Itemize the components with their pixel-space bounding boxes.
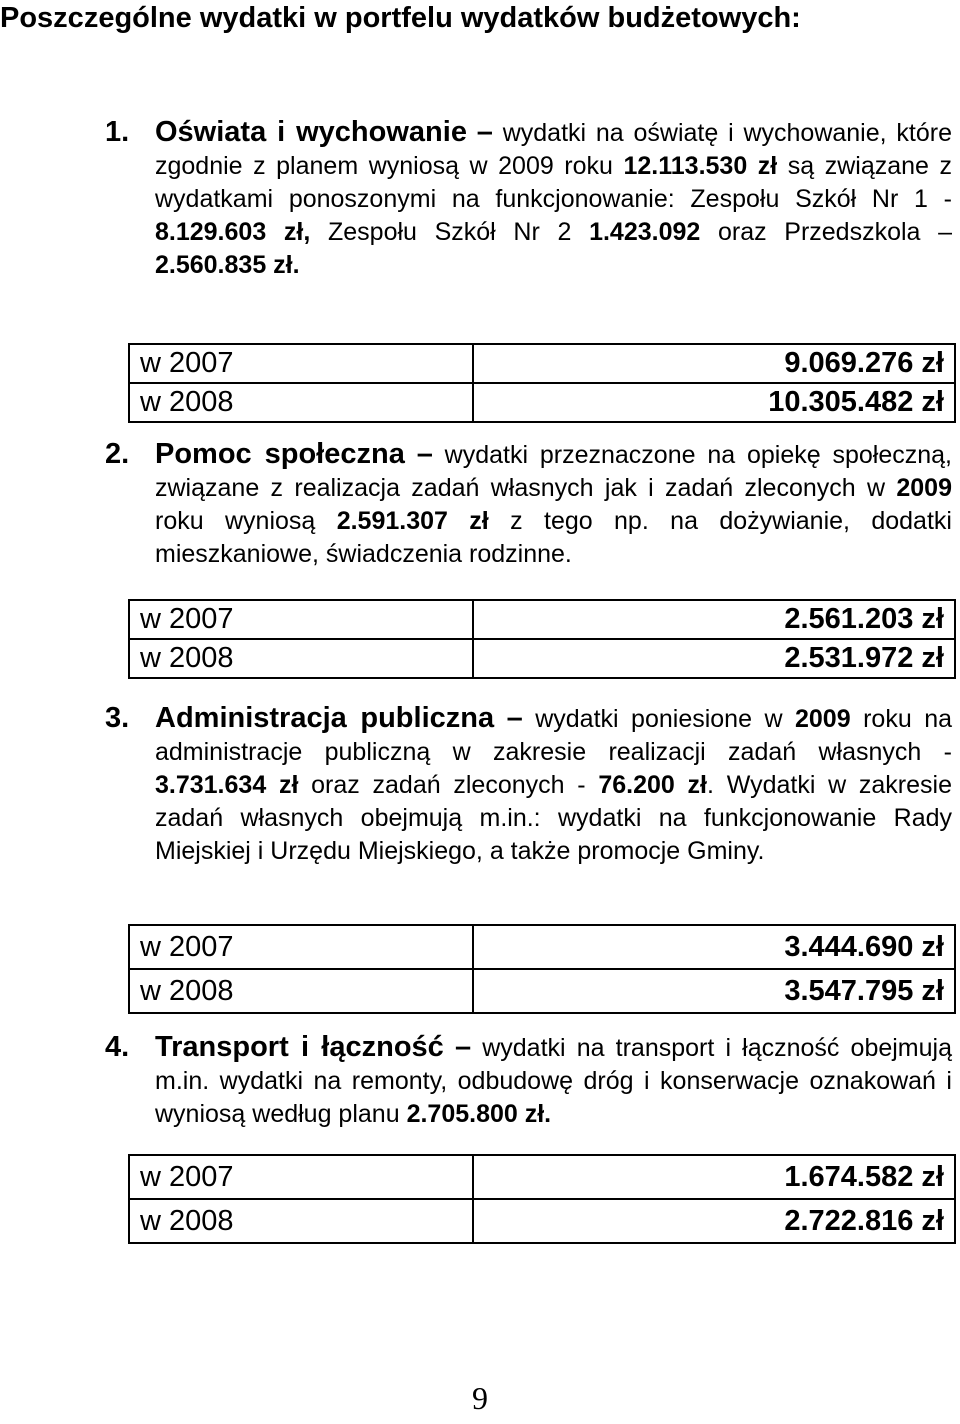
section-heading: Oświata i wychowanie [155,116,467,148]
year-label: w 2007 [129,1155,473,1199]
paragraph-text: wydatki przeznaczone na opiekę społeczną, związane z realizacja zadań własnych jak i zadań zleconych w [155,441,953,502]
table-row [129,1199,955,1243]
page-title: Poszczególne wydatki w portfelu wydatków budżetowych: [0,2,801,34]
paragraph-text: wydatki poniesione w [535,705,783,733]
section-pomoc-spoleczna [0,438,952,571]
table-row [129,925,955,969]
amount-value: 3.444.690 zł [473,925,955,969]
yearly-amounts-table [128,924,956,1014]
amount-highlight: 3.731.634 zł [155,771,299,799]
paragraph-text: z tego np. na dożywianie, dodatki mieszkaniowe, świadczenia rodzinne. [155,507,952,568]
paragraph-text: roku wyniosą [155,507,316,535]
paragraph-text: oraz zadań zleconych - [311,771,586,799]
amount-highlight: 2.560.835 zł. [155,251,300,279]
table-row [129,344,955,383]
table-row [129,1155,955,1199]
year-label: w 2008 [129,969,473,1013]
table-row [129,600,955,639]
section-administracja-publiczna [0,702,952,868]
section-number: 2. [105,438,130,470]
year-label: w 2007 [129,925,473,969]
amount-highlight: 12.113.530 zł [623,152,778,180]
amount-value: 2.531.972 zł [473,639,955,678]
paragraph-text: wydatki na transport i łączność obejmują m.in. wydatki na remonty, odbudowę dróg i konserwacje oznakowań i wyniosą według planu [155,1034,952,1128]
paragraph-text: oraz Przedszkola – [717,218,953,246]
section-heading: Pomoc społeczna [155,438,405,470]
section-paragraph: Transport i łączność – wydatki na transport i łączność obejmują m.in. wydatki na remonty, odbudowę dróg i konserwacje oznakowań i wyniosą według planu 2.705.800 zł. [155,1031,952,1128]
amount-value: 2.722.816 zł [473,1199,955,1243]
amount-highlight: 1.423.092 [589,218,701,246]
section-paragraph: Pomoc społeczna – wydatki przeznaczone na opiekę społeczną, związane z realizacja zadań własnych jak i zadań zleconych w 2009 roku wyniosą 2.591.307 zł z tego np. na dożywianie, dodatki mieszkaniowe, świadczenia rodzinne. [155,438,953,568]
section-oswiata [0,116,952,282]
amount-value: 10.305.482 zł [473,383,955,422]
amount-highlight: 2.705.800 zł. [406,1100,552,1128]
section-number: 3. [105,702,130,734]
yearly-amounts-table [128,599,956,679]
year-label: w 2008 [129,383,473,422]
year-highlight: 2009 [896,474,952,502]
section-number: 1. [105,116,130,148]
amount-highlight: 2.591.307 zł [336,507,489,535]
section-transport-lacznosc [0,1031,952,1131]
amount-value: 9.069.276 zł [473,344,955,383]
section-paragraph: Oświata i wychowanie – wydatki na oświatę i wychowanie, które zgodnie z planem wyniosą w 2009 roku 12.113.530 zł są związane z wydatkami ponoszonymi na funkcjonowanie: Zespołu Szkół Nr 1 - 8.129.603 zł, Zespołu Szkół Nr 2 1.423.092 oraz Przedszkola – 2.560.835 zł. [155,116,953,279]
table-row [129,639,955,678]
table-row [129,383,955,422]
paragraph-text: . Wydatki w zakresie zadań własnych obejmują m.in.: wydatki na funkcjonowanie Rady Miejskiej i Urzędu Miejskiego, a także promocje Gminy. [155,771,952,865]
amount-value: 3.547.795 zł [473,969,955,1013]
year-label: w 2008 [129,639,473,678]
year-label: w 2007 [129,344,473,383]
paragraph-text: roku na administracje publiczną w zakresie realizacji zadań własnych - [155,705,953,766]
table-row [129,969,955,1013]
section-heading: Transport i łączność [155,1031,444,1063]
page-number: 9 [472,1380,488,1416]
section-number: 4. [105,1031,130,1063]
year-label: w 2007 [129,600,473,639]
amount-value: 1.674.582 zł [473,1155,955,1199]
section-heading: Administracja publiczna [155,702,495,734]
year-label: w 2008 [129,1199,473,1243]
paragraph-text: wydatki na oświatę i wychowanie, które zgodnie z planem wyniosą w 2009 roku [155,119,952,180]
paragraph-text: Zespołu Szkół Nr 2 [327,218,572,246]
year-highlight: 2009 [795,705,851,733]
amount-value: 2.561.203 zł [473,600,955,639]
yearly-amounts-table [128,343,956,423]
paragraph-text: są związane z wydatkami ponoszonymi na funkcjonowanie: Zespołu Szkół Nr 1 - [155,152,952,213]
yearly-amounts-table [128,1154,956,1244]
amount-highlight: 8.129.603 zł, [155,218,311,246]
amount-highlight: 76.200 zł [598,771,708,799]
section-paragraph: Administracja publiczna – wydatki poniesione w 2009 roku na administracje publiczną w zakresie realizacji zadań własnych - 3.731.634 zł oraz zadań zleconych - 76.200 zł. Wydatki w zakresie zadań własnych obejmują m.in.: wydatki na funkcjonowanie Rady Miejskiej i Urzędu Miejskiego, a także promocje Gminy. [155,702,953,865]
